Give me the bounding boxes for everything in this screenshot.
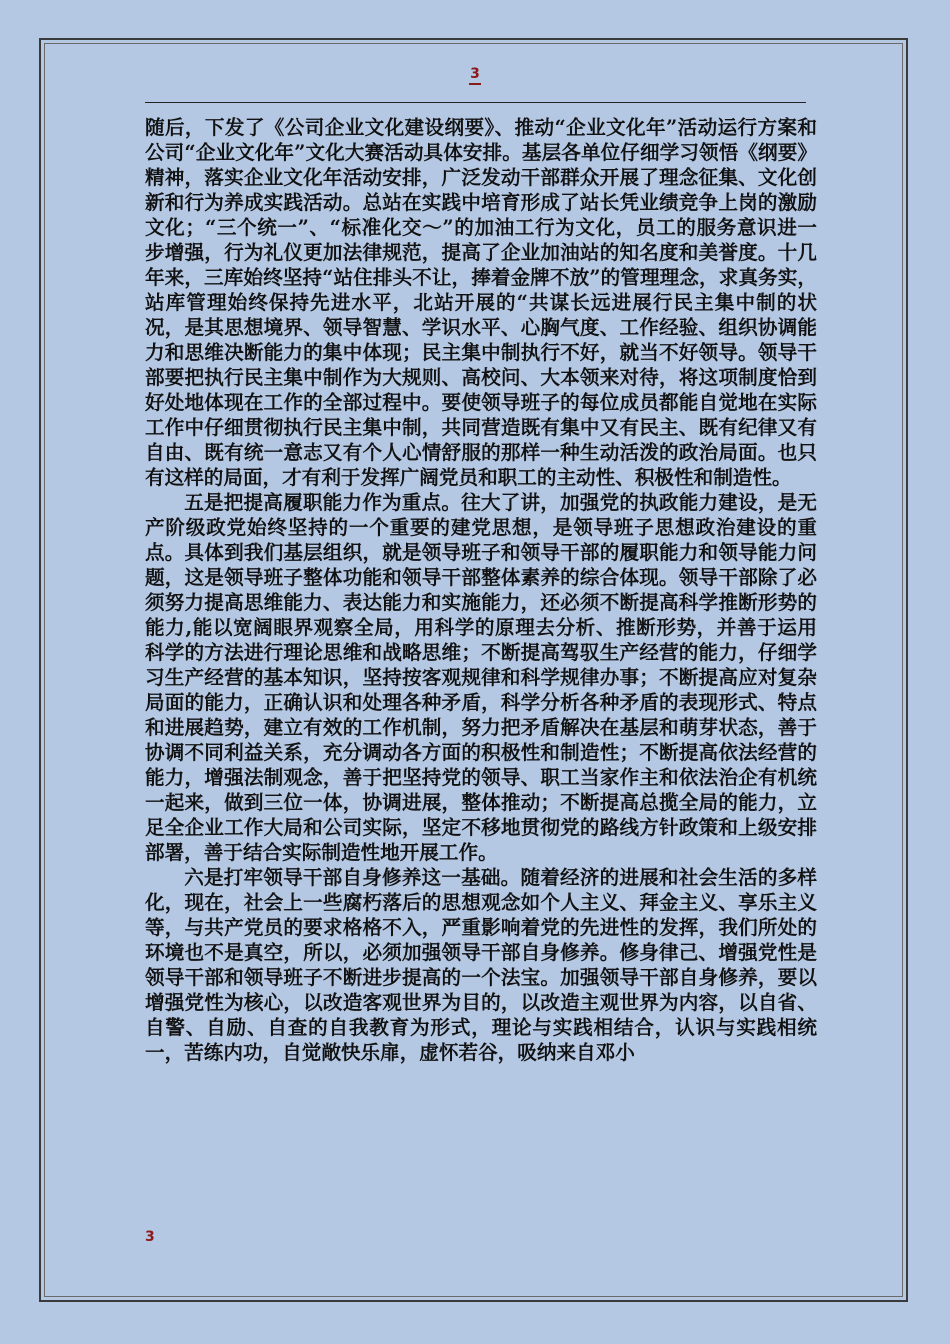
paragraph-1: 随后，下发了《公司企业文化建设纲要》、推动“企业文化年”活动运行方案和公司“企业文化年”文化大赛活动具体安排。基层各单位仔细学习领悟《纲要》精神，落实企业文化年活动安排，广泛发动干部群众开展了理念征集、文化创新和行为养成实践活动。总站在实践中培育形成了站长凭业绩竞争上岗的激励文化；“三个统一”、“标准化交～”的加油工行为文化，员工的服务意识进一步增强，行为礼仪更加法律规范，提高了企业加油站的知名度和美誉度。十几年来，三库始终坚持“站住排头不让，捧着金牌不放”的管理理念，求真务实，站库管理始终保持先进水平，北站开展的“共谋长远进展行民主集中制的状况，是其思想境界、领导智慧、学识水平、心胸气度、工作经验、组织协调能力和思维决断能力的集中体现；民主集中制执行不好，就当不好领导。领导干部要把执行民主集中制作为大规则、高校问、大本领来对待，将这项制度恰到好处地体现在工作的全部过程中。要使领导班子的每位成员都能自觉地在实际工作中仔细贯彻执行民主集中制，共同营造既有集中又有民主、既有纪律又有自由、既有统一意志又有个人心情舒服的那样一种生动活泼的政治局面。也只有这样的局面，才有利于发挥广阔党员和职工的主动性、积极性和制造性。 (145, 116, 817, 489)
document-body (145, 115, 817, 1065)
footer-page-number: 3 (145, 1229, 155, 1245)
paragraph-2: 五是把提高履职能力作为重点。往大了讲，加强党的执政能力建设，是无产阶级政党始终坚持的一个重要的建党思想，是领导班子思想政治建设的重点。具体到我们基层组织，就是领导班子和领导干部的履职能力和领导能力问题，这是领导班子整体功能和领导干部整体素养的综合体现。领导干部除了必须努力提高思维能力、表达能力和实施能力，还必须不断提高科学推断形势的能力,能以宽阔眼界观察全局，用科学的原理去分析、推断形势，并善于运用科学的方法进行理论思维和战略思维；不断提高驾驭生产经营的能力，仔细学习生产经营的基本知识，坚持按客观规律和科学规律办事；不断提高应对复杂局面的能力，正确认识和处理各种矛盾，科学分析各种矛盾的表现形式、特点和进展趋势，建立有效的工作机制，努力把矛盾解决在基层和萌芽状态，善于协调不同利益关系，充分调动各方面的积极性和制造性；不断提高依法经营的能力，增强法制观念，善于把坚持党的领导、职工当家作主和依法治企有机统一起来，做到三位一体，协调进展，整体推动；不断提高总揽全局的能力，立足全企业工作大局和公司实际，坚定不移地贯彻党的路线方针政策和上级安排部署，善于结合实际制造性地开展工作。 (145, 491, 817, 864)
header-page-number-text: 3 (469, 66, 481, 85)
header-page-number (0, 66, 950, 82)
paragraph-3: 六是打牢领导干部自身修养这一基础。随着经济的进展和社会生活的多样化，现在，社会上一些腐朽落后的思想观念如个人主义、拜金主义、享乐主义等，与共产党员的要求格格不入，严重影响着党的先进性的发挥，我们所处的环境也不是真空，所以，必须加强领导干部自身修养。修身律己、增强党性是领导干部和领导班子不断进步提高的一个法宝。加强领导干部自身修养，要以增强党性为核心，以改造客观世界为目的，以改造主观世界为内容，以自省、自警、自励、自查的自我教育为形式，理论与实践相结合，认识与实践相统一，苦练内功，自觉敞快乐扉，虚怀若谷，吸纳来自邓小 (145, 866, 817, 1064)
header-rule (145, 102, 806, 103)
